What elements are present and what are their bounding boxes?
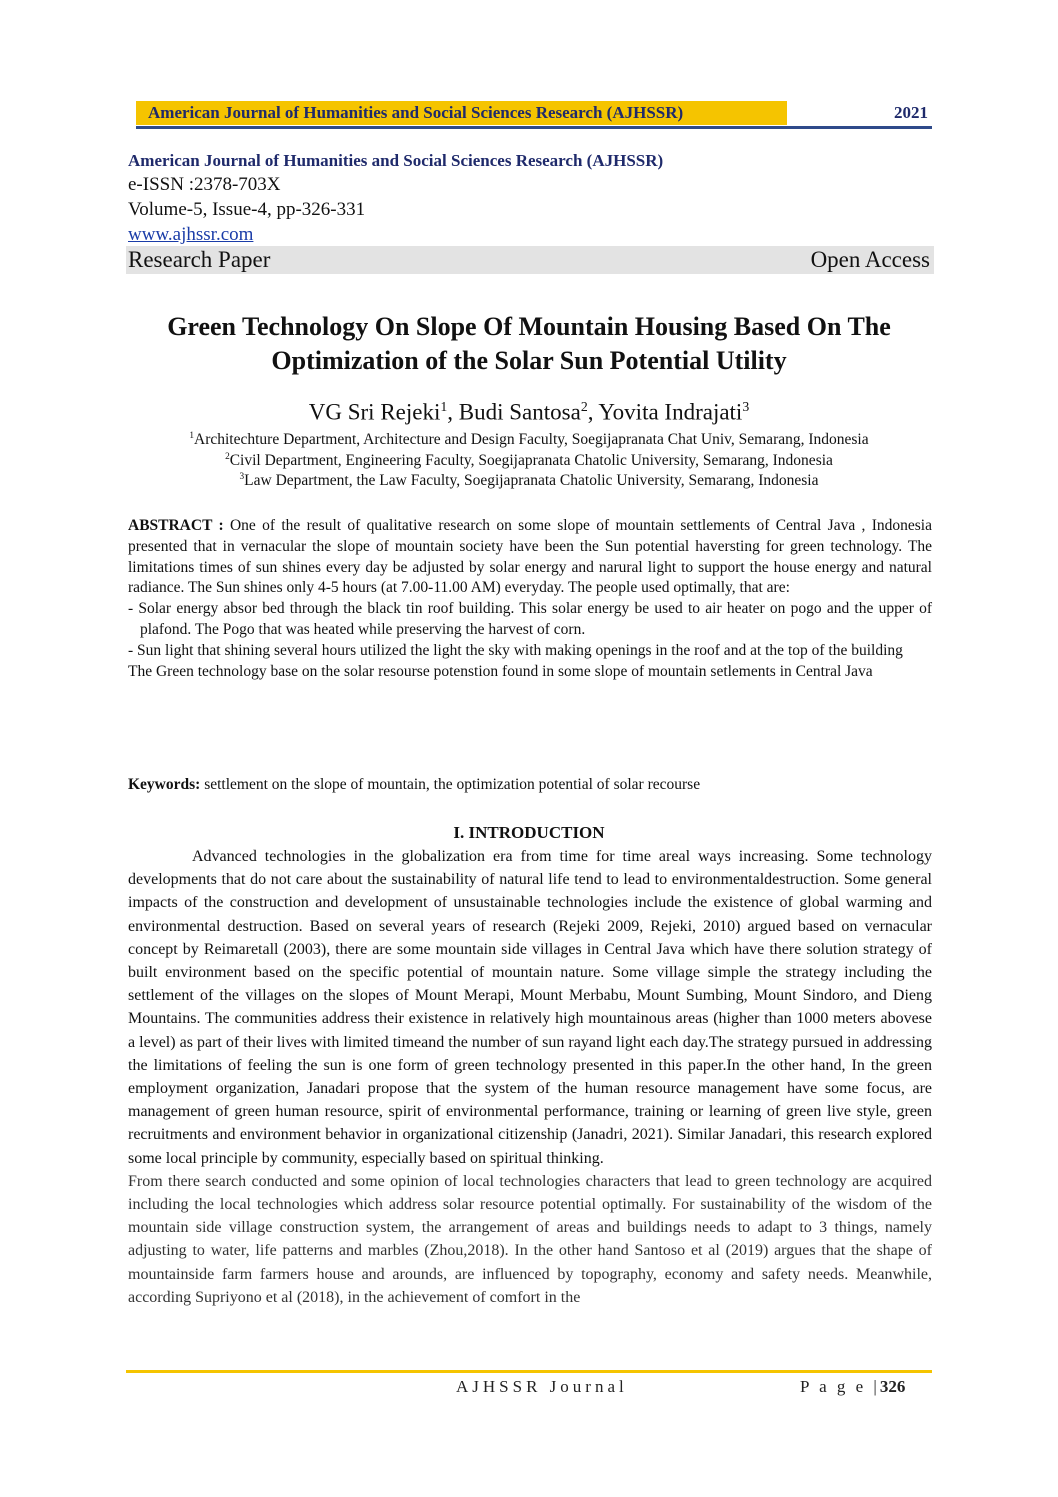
header-rule — [136, 126, 932, 129]
running-header-year: 2021 — [787, 101, 932, 125]
abstract-bullet-2: - Sun light that shining several hours utilized the light the sky with making openings in the roof and at the top of the building — [128, 641, 903, 659]
paper-title-line-1: Green Technology On Slope Of Mountain Housing Based On The — [167, 312, 891, 341]
author-1-sup: 1 — [440, 399, 448, 414]
footer-journal: AJHSSR Journal — [456, 1377, 628, 1396]
footer-page-label: P a g e | — [800, 1377, 880, 1396]
article-type: Research Paper — [128, 247, 271, 272]
author-2-sup: 2 — [580, 399, 588, 414]
running-header — [136, 101, 932, 125]
keywords — [128, 775, 932, 796]
paper-title — [100, 310, 958, 378]
masthead-journal: American Journal of Humanities and Social Sciences Research (AJHSSR) — [128, 151, 664, 170]
author-list: VG Sri Rejeki$^1$, Budi Santosa$^2$, Yovita Indrajati$^3$ — [308, 399, 750, 425]
author-3: Yovita Indrajati — [598, 399, 743, 425]
abstract-paragraph-2: The Green technology base on the solar resourse potenstion found in some slope of mountain setlements in Central Java — [128, 662, 873, 680]
keywords-text: settlement on the slope of mountain, the optimization potential of solar recourse — [200, 776, 701, 793]
running-header-journal: American Journal of Humanities and Social Sciences Research (AJHSSR) — [136, 101, 787, 125]
abstract — [128, 516, 932, 682]
abstract-paragraph-1 — [128, 516, 932, 599]
author-1: VG Sri Rejeki — [308, 399, 441, 425]
author-3-sup: 3 — [742, 399, 750, 414]
footer-page — [800, 1377, 905, 1397]
introduction-body — [128, 845, 932, 1309]
masthead-volume: Volume-5, Issue-4, pp-326-331 — [128, 199, 366, 220]
footer-rule — [126, 1370, 932, 1373]
keywords-label: Keywords: — [128, 776, 201, 793]
affiliation-3-sup: 3 — [239, 472, 245, 482]
abstract-label: ABSTRACT : — [128, 517, 224, 534]
affiliation-1 — [100, 431, 958, 449]
paper-title-line-2: Optimization of the Solar Sun Potential Utility — [271, 346, 787, 375]
affiliation-2-sup: 2 — [225, 452, 230, 462]
author-2: Budi Santosa — [458, 399, 581, 425]
section-heading-introduction: I. INTRODUCTION — [453, 823, 605, 842]
intro-paragraph-1: Advanced technologies in the globalization era from time for time areal ways increasing. Some technology developments that do not care about the sustainability of natural life tend to lead to environmentaldestruction. Some general impacts of the construction and development of unsustainable technologies include the existence of global warming and environmental destruction. Based on several years of research (Rejeki 2009, Rejeki, 2010) argued based on vernacular concept by Reimaretall (2003), there are some mountain side villages in Central Java which have there solution strategy of built environment based on the specific potential of mountain nature. Some village simple the strategy including the settlement of the villages on the slopes of Mount Merapi, Mount Merbabu, Mount Sumbing, Mount Sindoro, and Dieng Mountains. The communities address their existence in relatively high mountainous areas (higher than 1000 meters abovese a level) as part of their lives with limited timeand the number of sun rayand light each day.The strategy pursued in addressing the limitations of feeling the sun is one form of green technology presented in this paper.In the other hand, In the green employment organization, Janadari propose that the system of the human resource management have some focus, are management of green human resource, spirit of environmental performance, training or learning of green live style, green recruitments and environment behavior in organizational citizenship (Janadri, 2021). Similar Janadari, this research explored some local principle by community, especially based on spiritual thinking. — [128, 848, 932, 1167]
affiliation-3-text: Law Department, the Law Faculty, Soegijapranata Chatolic University, Semarang, Indonesia — [244, 472, 819, 490]
journal-link[interactable]: www.ajhssr.com — [128, 224, 254, 245]
affiliation-2 — [100, 452, 958, 470]
article-type-band — [126, 246, 934, 274]
access-type: Open Access — [810, 247, 930, 272]
masthead-issn: e-ISSN :2378-703X — [128, 174, 281, 195]
affiliation-2-text: Civil Department, Engineering Faculty, Soegijapranata Chatolic University, Semarang, Indonesia — [229, 452, 833, 470]
affiliation-1-text: Architechture Department, Architecture and Design Faculty, Soegijapranata Chat Univ, Semarang, Indonesia — [194, 431, 869, 449]
affiliation-3 — [100, 472, 958, 490]
abstract-bullet-1: - Solar energy absor bed through the black tin roof building. This solar energy be used to air heater on pogo and the upper of plafond. The Pogo that was heated while preserving the harvest of corn. — [128, 600, 932, 638]
intro-paragraph-2: From there search conducted and some opinion of local technologies characters that lead to green technology are acquired including the local technologies which address solar resource potential optimally. For sustainability of the wisdom of the mountain side village construction system, the arrangement of areas and buildings needs to adapt to 3 things, namely adjusting to water, life patterns and marbles (Zhou,2018). In the other hand Santoso et al (2019) argues that the shape of mountainside farm farmers house and arounds, are influenced by topography, economy and safety needs. Meanwhile, according Supriyono et al (2018), in the achievement of comfort in the — [128, 1172, 932, 1306]
footer-page-number: 326 — [879, 1377, 906, 1396]
affiliation-1-sup: 1 — [189, 431, 195, 441]
abstract-text-1: One of the result of qualitative research on some slope of mountain settlements of Central Java , Indonesia presented that in vernacular the slope of mountain society have been the Sun potential haversting for green technology. The limitations times of sun shines every day be adjusted by solar energy and narural light to support the house energy and natural radiance. The Sun shines only 4-5 hours (at 7.00-11.00 AM) everyday. The people used optimally, that are: — [128, 517, 932, 597]
